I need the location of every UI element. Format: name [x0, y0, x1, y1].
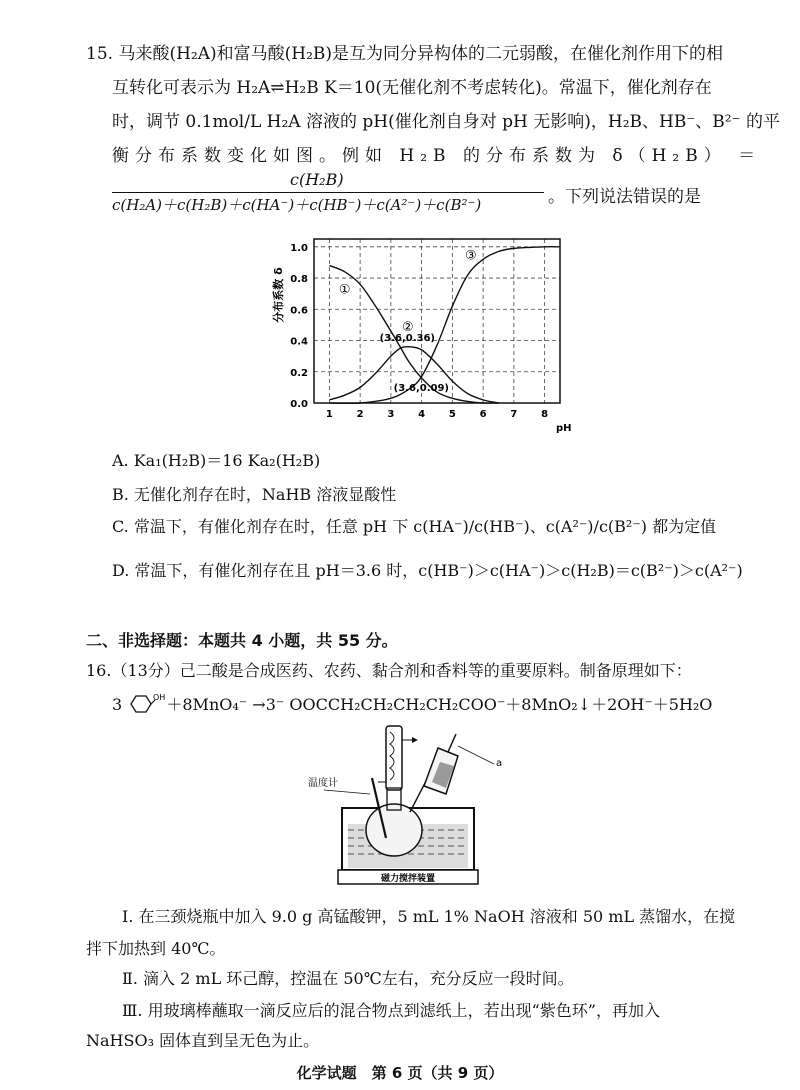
q15-line-2: 互转化可表示为 H₂A⇌H₂B K＝10(无催化剂不考虑转化)。常温下，催化剂存在 [112, 78, 712, 98]
series-line-2 [329, 347, 498, 403]
q16-intro: 16.（13分）己二酸是合成医药、农药、黏合剂和香料等的重要原料。制备原理如下： [86, 661, 692, 680]
chart-axes [314, 239, 560, 403]
fraction-numerator: c(H₂B) [290, 170, 344, 189]
chart-grid [314, 239, 560, 403]
chart-lines [329, 247, 560, 404]
plot-frame [314, 239, 560, 403]
fraction-bar [112, 192, 544, 193]
x-tick-label: 5 [448, 409, 456, 420]
question-prompt: 。下列说法错误的是 [548, 187, 701, 207]
x-tick-label: 1 [325, 409, 333, 420]
label-a: a [496, 758, 503, 769]
y-tick-label: 0.8 [290, 274, 308, 286]
y-tick-label: 0.6 [290, 305, 308, 317]
option-a: A. Ka₁(H₂B)＝16 Ka₂(H₂B) [112, 451, 321, 470]
step-1-line-2: 拌下加热到 40℃。 [86, 939, 226, 958]
q16-equation [112, 692, 712, 716]
chart-labels [271, 243, 572, 434]
x-tick-label: 2 [356, 409, 364, 420]
step-2: Ⅱ. 滴入 2 mL 环己醇，控温在 50℃左右，充分反应一段时间。 [122, 969, 574, 988]
three-neck-flask [366, 804, 422, 856]
q15-line-4: 衡分布系数变化如图。例如 H₂B 的分布系数为 δ（H₂B） ＝ [112, 146, 762, 166]
series-line-3 [329, 247, 560, 404]
y-axis-label: 分布系数 δ [272, 267, 285, 323]
x-axis-label: pH [556, 423, 572, 434]
step-3-line-2: NaHSO₃ 固体直到呈无色为止。 [86, 1031, 320, 1050]
apparatus-diagram [308, 720, 518, 888]
fraction-denominator: c(H₂A)＋c(H₂B)＋c(HA⁻)＋c(HB⁻)＋c(A²⁻)＋c(B²⁻) [112, 196, 482, 214]
cyclohexanol-structure-icon [127, 692, 166, 716]
equation-rest: ＋8MnO₄⁻ →3⁻ OOCCH₂CH₂CH₂CH₂COO⁻＋8MnO₂↓＋2OH⁻＋5H₂O [166, 695, 713, 714]
option-d: D. 常温下，有催化剂存在且 pH＝3.6 时，c(HB⁻)＞c(HA⁻)＞c(H₂B)＝c(B²⁻)＞c(A²⁻) [112, 561, 743, 580]
option-b: B. 无催化剂存在时，NaHB 溶液显酸性 [112, 485, 397, 504]
q15-line-1: 15. 马来酸(H₂A)和富马酸(H₂B)是互为同分异构体的二元弱酸，在催化剂作用下的相 [86, 44, 724, 64]
oh-label: OH [153, 693, 166, 702]
page-footer: 化学试题 第 6 页（共 9 页） [296, 1064, 504, 1082]
stirrer-label: 磁力搅拌装置 [380, 874, 436, 884]
condenser [386, 726, 402, 790]
y-tick-label: 0.2 [290, 367, 308, 379]
thermometer-label: 温度计 [308, 778, 338, 789]
x-tick-label: 6 [479, 409, 487, 420]
point-annotation: (3.6,0.09) [393, 382, 449, 394]
series-label-3: ③ [464, 248, 477, 264]
equation-coefficient: 3 [112, 695, 123, 714]
distribution-chart [262, 225, 572, 440]
y-tick-label: 0.4 [290, 336, 308, 348]
y-tick-label: 1.0 [290, 242, 308, 254]
step-3-line-1: Ⅲ. 用玻璃棒蘸取一滴反应后的混合物点到滤纸上，若出现“紫色环”，再加入 [122, 1001, 660, 1020]
x-tick-label: 3 [387, 409, 395, 420]
q15-line-3: 时，调节 0.1mol/L H₂A 溶液的 pH(催化剂自身对 pH 无影响)，H₂B、HB⁻、B²⁻ 的平 [112, 112, 780, 132]
x-tick-label: 8 [541, 409, 549, 420]
section-2-heading: 二、非选择题：本题共 4 小题，共 55 分。 [86, 631, 398, 650]
x-tick-label: 4 [418, 409, 426, 420]
point-annotation: (3.6,0.36) [379, 332, 435, 344]
x-tick-label: 7 [510, 409, 518, 420]
series-label-1: ① [338, 282, 351, 298]
series-label-2: ② [401, 320, 414, 336]
option-c: C. 常温下，有催化剂存在时，任意 pH 下 c(HA⁻)/c(HB⁻)、c(A²⁻)/c(B²⁻) 都为定值 [112, 517, 717, 536]
y-tick-label: 0.0 [290, 399, 308, 410]
step-1-line-1: Ⅰ. 在三颈烧瓶中加入 9.0 g 高锰酸钾，5 mL 1% NaOH 溶液和 50 mL 蒸馏水，在搅 [122, 907, 736, 926]
